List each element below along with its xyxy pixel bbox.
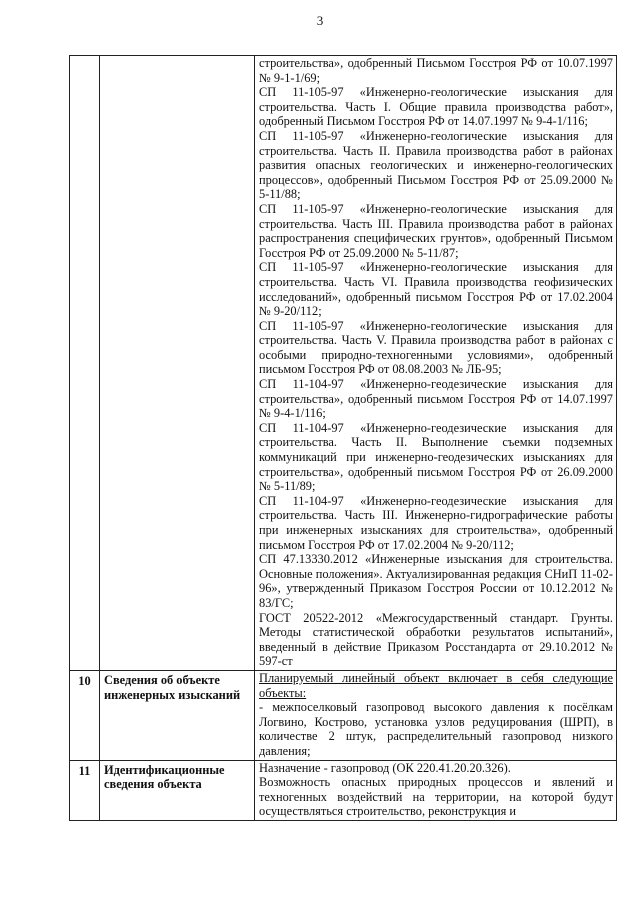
document-entry: СП 11-105-97 «Инженерно-геологические изыскания для строительства. Часть III. Правила производства работ в районах распространения специфических грунтов», одобренный Письмом Госстроя РФ от 25.09.2000 № 5-11/87; — [259, 201, 613, 260]
document-entry: СП 11-105-97 «Инженерно-геологические изыскания для строительства. Часть VI. Правила производства геофизических исследований», одобренный письмом Госстроя РФ от 17.02.2004 № 9-20/112; — [259, 260, 613, 319]
document-entry: строительства», одобренный Письмом Госстроя РФ от 10.07.1997 № 9-1-1/69; — [259, 56, 613, 85]
table-row — [70, 670, 617, 760]
hazard-text: Возможность опасных природных процессов и явлений и техногенных воздействий на территории, на которой будут осуществляться строительство, реконструкция и — [259, 775, 613, 819]
identification-cell — [255, 760, 617, 820]
purpose-text: Назначение - газопровод (ОК 220.41.20.20.326). — [259, 760, 511, 775]
object-intro: Планируемый линейный объект включает в себя следующие объекты: — [259, 670, 613, 700]
document-entry: СП 11-104-97 «Инженерно-геодезические изыскания для строительства», одобренный письмом Госстроя РФ от 14.07.1997 № 9-4-1/116; — [259, 377, 613, 421]
requirements-table — [69, 55, 617, 821]
document-entry: СП 47.13330.2012 «Инженерные изыскания для строительства. Основные положения». Актуализированная редакция СНиП 11-02-96», утвержденный Приказом Госстроя России от 10.12.2012 № 83/ГС; — [259, 552, 613, 610]
row-label-cell: Сведения об объекте инженерных изысканий — [100, 670, 255, 760]
row-number-cell: 11 — [70, 760, 100, 820]
row-number-cell — [70, 56, 100, 671]
document-entry: ГОСТ 20522-2012 «Межгосударственный стандарт. Грунты. Методы статистической обработки результатов испытаний», введенный в действие Приказом Росстандарта от 29.10.2012 № 597-ст — [259, 610, 613, 669]
document-entry: СП 11-104-97 «Инженерно-геодезические изыскания для строительства. Часть III. Инженерно-гидрографические работы при инженерных изысканиях для строительства», одобренный письмом Госстроя РФ от 17.02.2004 № 9-20/112; — [259, 493, 613, 552]
object-item: - межпоселковый газопровод высокого давления к посёлкам Логвино, Кострово, установка узлов редуцирования (ШРП), в количестве 2 штук, распределительный газопровод низкого давления; — [259, 700, 613, 758]
document-entry: СП 11-104-97 «Инженерно-геодезические изыскания для строительства. Часть II. Выполнение съемки подземных коммуникаций при инженерно-геодезических изысканиях для строительства», одобренный письмом Госстроя РФ от 26.09.2000 № 5-11/89; — [259, 420, 613, 494]
document-entry: СП 11-105-97 «Инженерно-геологические изыскания для строительства. Часть V. Правила производства работ в районах с особыми природно-техногенными условиями», одобренный письмом Госстроя РФ от 08.08.2003 № ЛБ-95; — [259, 318, 613, 377]
document-entry: СП 11-105-97 «Инженерно-геологические изыскания для строительства. Часть I. Общие правила производства работ», одобренный Письмом Госстроя РФ от 14.07.1997 № 9-4-1/116; — [259, 85, 613, 129]
normative-documents-list — [255, 56, 617, 671]
table-row — [70, 56, 617, 671]
row-label-cell: Идентификационные сведения объекта — [100, 760, 255, 820]
page-number: 3 — [316, 13, 324, 28]
row-number-cell: 10 — [70, 670, 100, 760]
document-entry: СП 11-105-97 «Инженерно-геологические изыскания для строительства. Часть II. Правила производства работ в районах развития опасных геологических и инженерно-геологических процессов», одобренный Письмом Госстроя РФ от 25.09.2000 № 5-11/88; — [259, 128, 613, 202]
table-row — [70, 760, 617, 820]
object-info-cell — [255, 670, 617, 760]
row-label-cell — [100, 56, 255, 671]
